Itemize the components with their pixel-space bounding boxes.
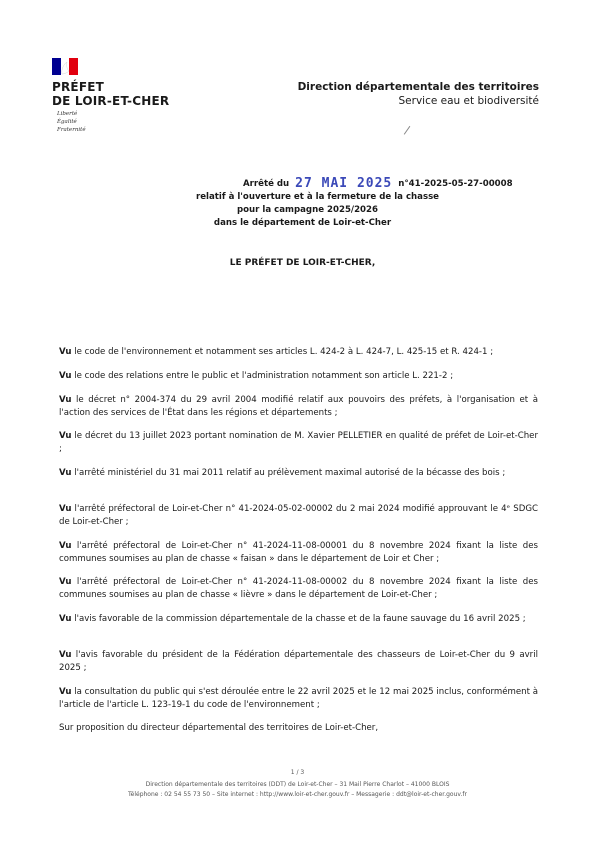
considerant-11: Vu la consultation du public qui s'est déroulée entre le 22 avril 2025 et le 12 mai 2025 inclus, conformément à l'article de l'article L. 123-19-1 du code de l'environnement ;	[59, 687, 538, 710]
considerant-9: Vu l'avis favorable de la commission départementale de la chasse et de la faune sauvage du 16 avril 2025 ;	[59, 614, 526, 624]
service-name: Service eau et biodiversité	[398, 95, 539, 107]
considerant-7: Vu l'arrêté préfectoral de Loir-et-Cher n° 41-2024-11-08-00001 du 8 novembre 2024 fixant la liste des communes soumises au plan de chasse « faisan » dans le département de Loir et Cher ;	[59, 541, 538, 564]
arrete-prefix: Arrêté du	[243, 179, 290, 189]
motto-liberte: Liberté	[57, 111, 78, 117]
considerant-5: Vu l'arrêté ministériel du 31 mai 2011 relatif au prélèvement maximal autorisé de la bécasse des bois ;	[59, 468, 506, 478]
considerant-3: Vu le décret n° 2004-374 du 29 avril 2004 modifié relatif aux pouvoirs des préfets, à l'organisation et à l'action des services de l'État dans les régions et départements ;	[59, 395, 538, 418]
considerant-1: Vu le code de l'environnement et notamment ses articles L. 424-2 à L. 424-7, L. 425-15 et R. 424-1 ;	[59, 347, 494, 357]
footer-contact: Téléphone : 02 54 55 73 50 – Site internet : http://www.loir-et-cher.gouv.fr – Messagerie : ddt@loir-et-cher.gouv.fr	[128, 791, 467, 798]
considerant-2: Vu le code des relations entre le public et l'administration notamment son article L. 221-2 ;	[59, 371, 454, 381]
pen-mark	[404, 126, 415, 138]
prefet-heading: LE PRÉFET DE LOIR-ET-CHER,	[229, 258, 376, 268]
arrete-number: n°41-2025-05-27-00008	[398, 179, 513, 189]
motto-fraternite: Fraternité	[57, 127, 86, 133]
arrete-subject-line2: pour la campagne 2025/2026	[236, 205, 378, 215]
arrete-subject-line3: dans le département de Loir-et-Cher	[213, 218, 392, 228]
prefecture-name-line1: PRÉFET	[52, 80, 105, 94]
proposition-line: Sur proposition du directeur départemental des territoires de Loir-et-Cher,	[59, 723, 379, 733]
arrete-title-line	[243, 175, 513, 190]
motto-egalite: Égalité	[57, 119, 77, 125]
date-stamp: 27 MAI 2025	[295, 176, 393, 191]
arrete-subject-line1: relatif à l'ouverture et à la fermeture de la chasse	[195, 192, 440, 202]
considerant-4: Vu le décret du 13 juillet 2023 portant nomination de M. Xavier PELLETIER en qualité de préfet de Loir-et-Cher ;	[59, 431, 538, 454]
page-number: 1 / 3	[290, 769, 305, 776]
marianne-flag-logo	[52, 58, 78, 75]
considerant-8: Vu l'arrêté préfectoral de Loir-et-Cher n° 41-2024-11-08-00002 du 8 novembre 2024 fixant la liste des communes soumises au plan de chasse « lièvre » dans le département de Loir-et-Cher ;	[59, 577, 538, 600]
direction-title: Direction départementale des territoires	[297, 81, 539, 93]
prefecture-name-line2: DE LOIR-ET-CHER	[52, 94, 170, 108]
considerant-10: Vu l'avis favorable du président de la Fédération départementale des chasseurs de Loir-et-Cher du 9 avril 2025 ;	[59, 650, 538, 673]
considerant-6: Vu l'arrêté préfectoral de Loir-et-Cher n° 41-2024-05-02-00002 du 2 mai 2024 modifié approuvant le 4ᵉ SDGC de Loir-et-Cher ;	[59, 504, 538, 527]
footer-address: Direction départementale des territoires (DDT) de Loir-et-Cher – 31 Mail Pierre Charlot – 41000 BLOIS	[145, 781, 450, 788]
